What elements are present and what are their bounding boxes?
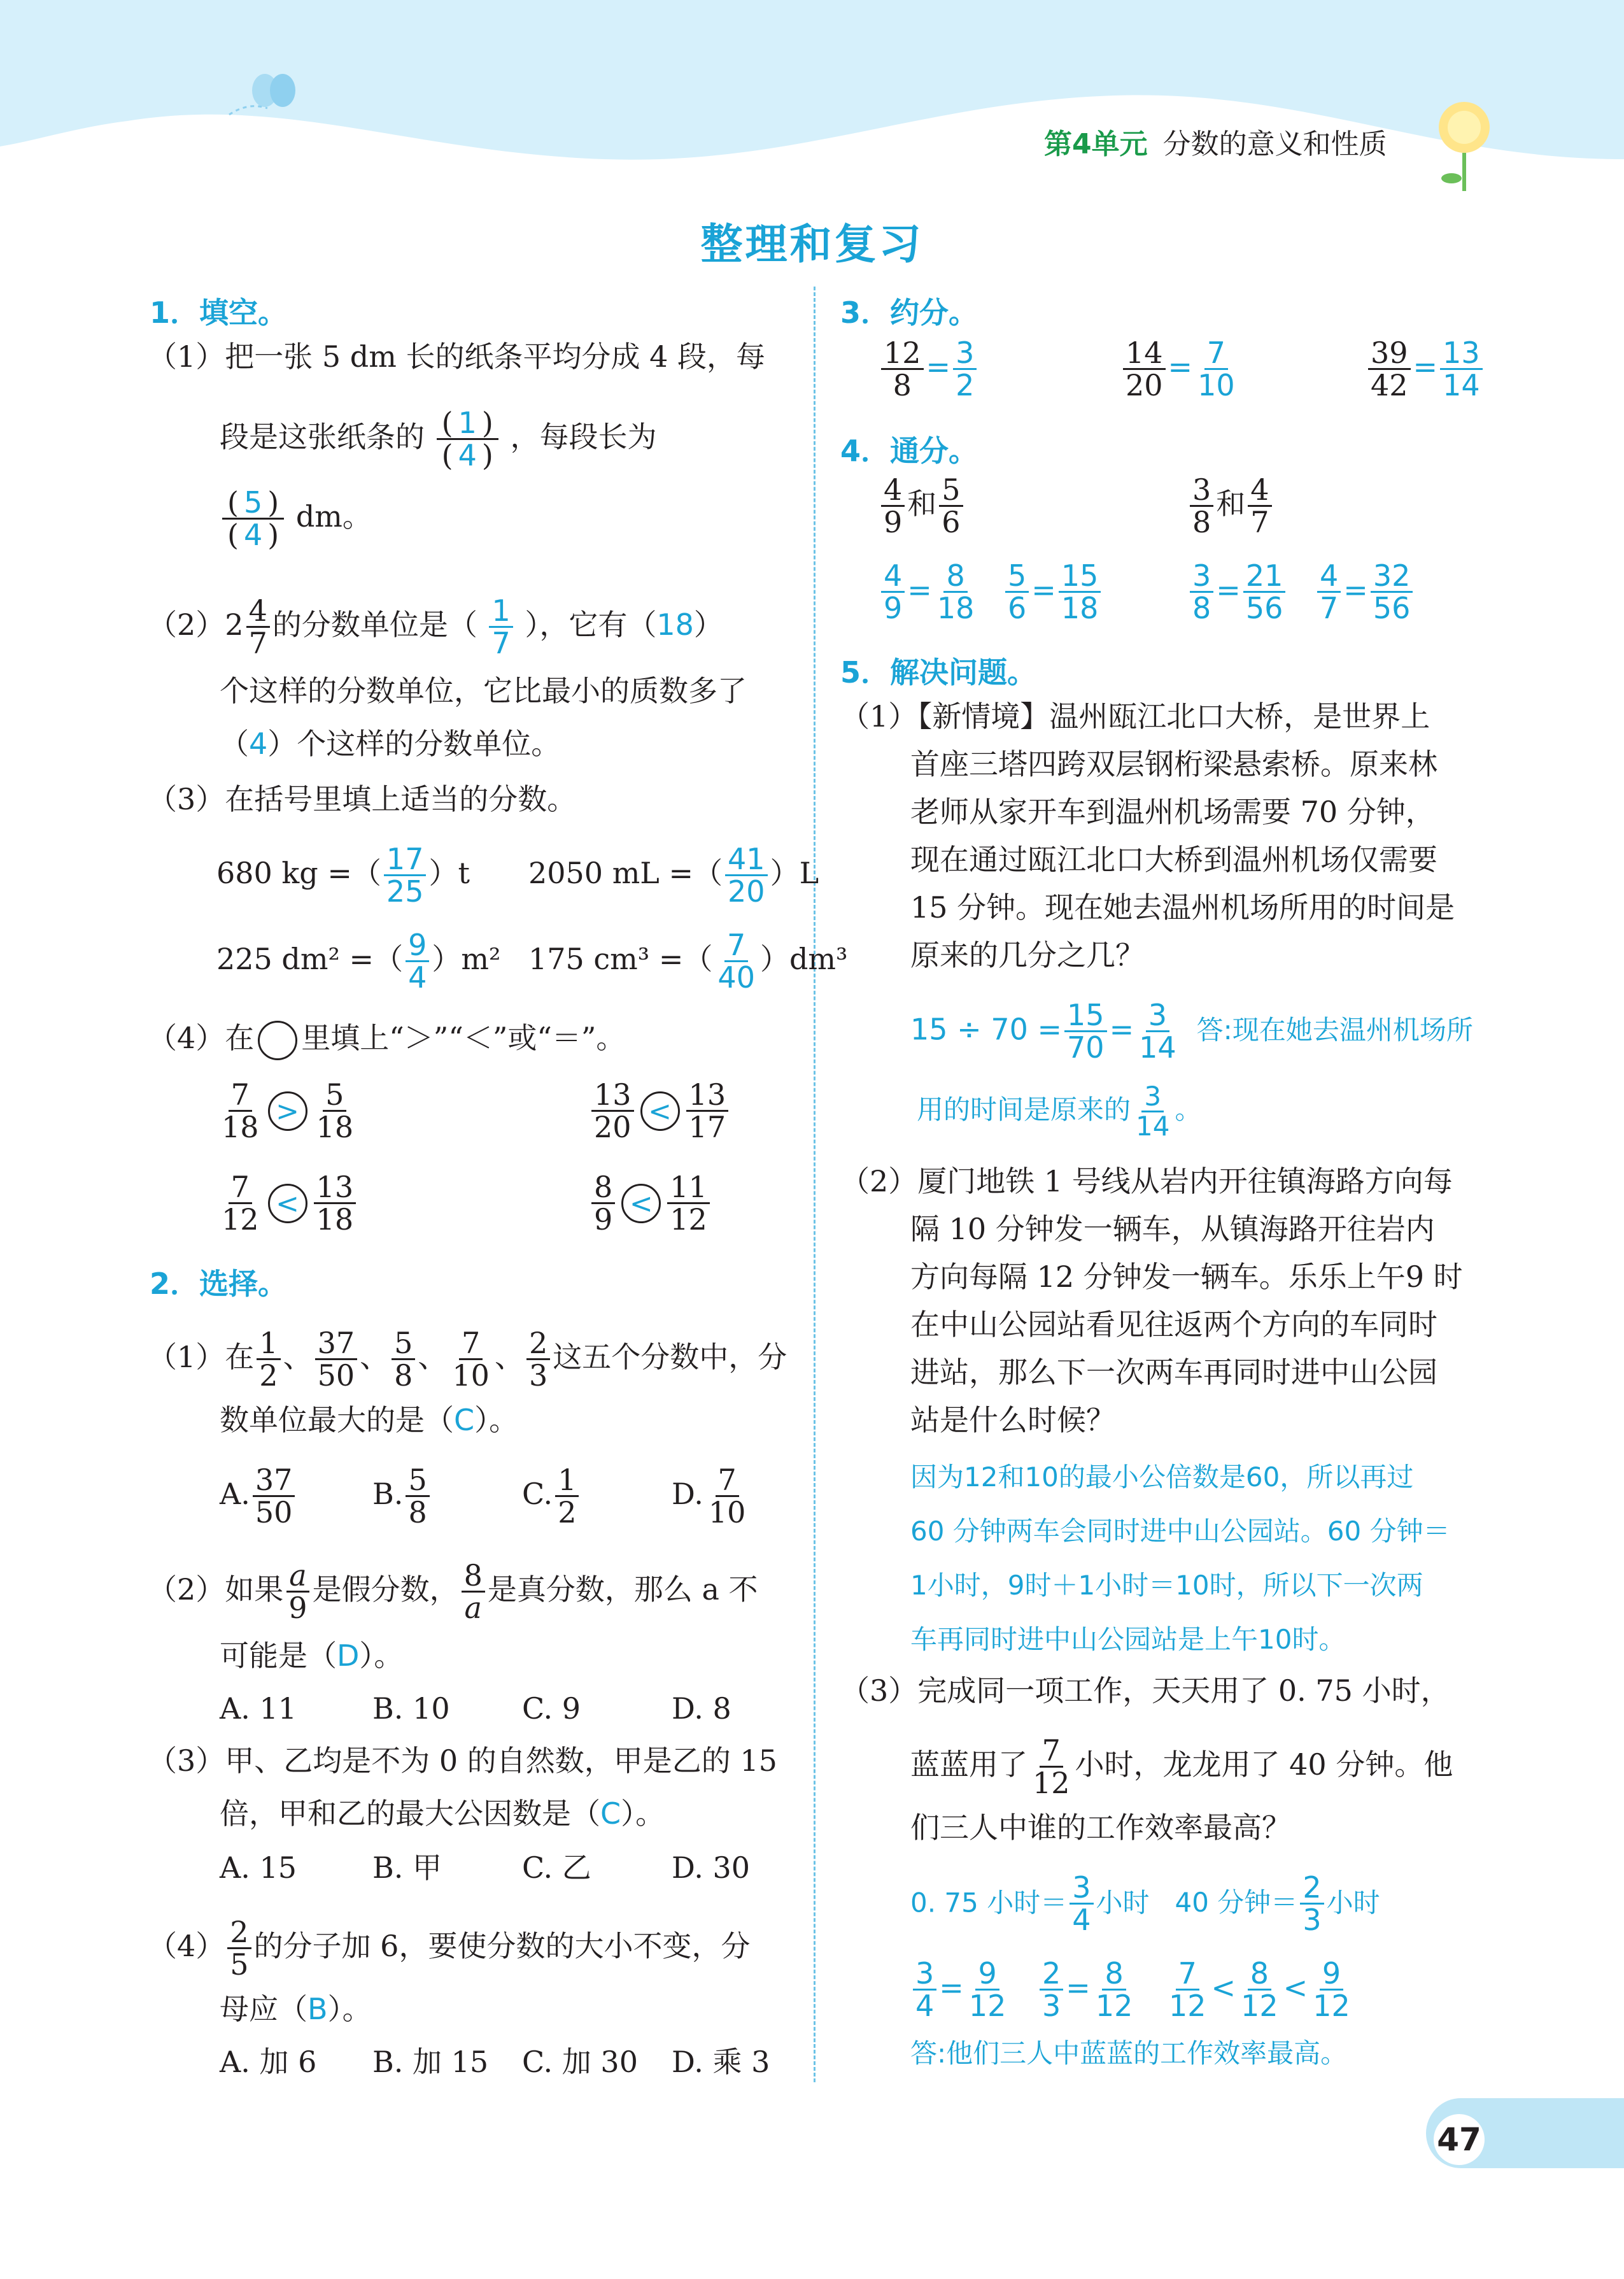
page-number: 47 — [1434, 2114, 1485, 2165]
s5-q2-line: 站是什么时候？ — [910, 1403, 1115, 1437]
s5-q3-answer: 答:他们三人中蓝蓝的工作效率最高。 — [910, 2038, 1348, 2069]
s5-q1-line: 老师从家开车到温州机场需要 70 分钟， — [910, 795, 1435, 829]
option: C. 乙 — [522, 1850, 591, 1885]
option: B. 10 — [372, 1691, 450, 1726]
option: A. 11 — [220, 1691, 297, 1726]
s1-q3-item: 175 cm³ =（ $\frac{7}{40}$ ）dm³ — [528, 928, 848, 995]
s5-q2-line: 进站，那么下一次两车再同时进中山公园 — [910, 1355, 1437, 1389]
answer-equation: $\frac{4}{7}$ = $\frac{32}{56}$ — [1315, 560, 1415, 624]
s5-q2-line: 方向每隔 12 分钟发一辆车。乐乐上午9 时 — [910, 1260, 1463, 1294]
section-5-title: 5．解决问题。 — [840, 655, 1037, 690]
option: D. 乘 3 — [672, 2045, 770, 2079]
s5-q2-answer: 车再同时进中山公园站是上午10时。 — [910, 1624, 1346, 1655]
s5-q1-line: （1）【新情境】温州瓯江北口大桥，是世界上 — [840, 699, 1430, 734]
s2-q2-line1: （2）如果 $\frac{a}{9}$ 是假分数， $\frac{8}{a}$ 是真分数，那么 a 不 — [148, 1558, 758, 1626]
option: A. 15 — [220, 1850, 297, 1885]
unit-number: 第4单元 — [1044, 128, 1148, 160]
s1-q3-item: 680 kg =（ $\frac{17}{25}$ ）t — [216, 842, 470, 909]
s5-q1-line: 首座三塔四跨双层钢桁梁悬索桥。原来林 — [910, 747, 1437, 781]
s2-q3-line1: （3）甲、乙均是不为 0 的自然数，甲是乙的 15 — [148, 1743, 777, 1778]
answer-equation: $\frac{4}{9}$ = $\frac{8}{18}$ — [879, 560, 979, 624]
compare-item: $\frac{13}{20}$ < $\frac{13}{17}$ — [589, 1079, 731, 1143]
s5-q1-line: 15 分钟。现在她去温州机场所用的时间是 — [910, 890, 1455, 925]
s5-q3-conversion: 0. 75 小时＝ $\frac{3}{4}$ 小时 40 分钟＝ $\frac{2}{3}$ 小时 — [910, 1870, 1380, 1938]
s5-q3-line: 蓝蓝用了 $\frac{7}{12}$ 小时，龙龙用了 40 分钟。他 — [910, 1733, 1453, 1801]
reduce-item: $\frac{14}{20}$ = $\frac{7}{10}$ — [1120, 337, 1240, 401]
s5-q2-answer: 60 分钟两车会同时进中山公园站。60 分钟＝ — [910, 1516, 1450, 1547]
option: C. 9 — [522, 1691, 581, 1726]
s1-q3-item: 225 dm² =（ $\frac{9}{4}$ ）m² — [216, 928, 501, 995]
compare-item: $\frac{7}{18}$ > $\frac{5}{18}$ — [222, 1077, 354, 1145]
reduce-item: $\frac{39}{42}$ = $\frac{13}{14}$ — [1366, 337, 1485, 401]
s5-q1-line: 现在通过瓯江北口大桥到温州机场仅需要 — [910, 842, 1437, 877]
option: A. 加 6 — [220, 2045, 317, 2079]
option: D. $\frac{7}{10}$ — [672, 1463, 746, 1530]
s2-q1-line2: 数单位最大的是（C）。 — [220, 1403, 519, 1437]
unit-header — [1044, 121, 1387, 162]
s5-q1-answer: 用的时间是原来的 $\frac{3}{14}$ 。 — [917, 1081, 1202, 1142]
s2-q3-line2: 倍，甲和乙的最大公因数是（C）。 — [220, 1796, 665, 1831]
unit-topic: 分数的意义和性质 — [1162, 128, 1387, 160]
circle-blank-icon — [258, 1021, 297, 1060]
s5-q3-compare: $\frac{3}{4}$ = $\frac{9}{12}$ $\frac{2}{3}$ = $\frac{8}{12}$ $\frac{7}{12}$ < $\frac{8}{12}$ < $\frac{9}{12}$ — [910, 1958, 1355, 2022]
column-divider — [814, 287, 816, 2082]
s5-q2-answer: 1小时，9时＋1小时＝10时，所以下一次两 — [910, 1570, 1423, 1601]
s5-q2-line: 在中山公园站看见往返两个方向的车同时 — [910, 1307, 1437, 1342]
answer-fraction-den: 4 — [458, 438, 477, 473]
common-denominator-pair: $\frac{4}{9}$ 和 $\frac{5}{6}$ — [879, 474, 966, 538]
s1-q2-line3: （4）个这样的分数单位。 — [220, 727, 561, 761]
s1-q1-line2: 段是这张纸条的 $\frac{( 1 )}{( 4 )}$ ，每段长为 — [220, 406, 657, 473]
s1-q2-line1: （2）2 $\frac{4}{7}$ 的分数单位是（ $\frac{1}{7}$ ），它有（18） — [148, 593, 723, 661]
s5-q1-line: 原来的几分之几？ — [910, 938, 1145, 972]
section-3-title: 3．约分。 — [840, 295, 978, 330]
s1-q1-line3: $\frac{( 5 )}{( 4 )}$ dm。 — [220, 487, 372, 551]
option: C. $\frac{1}{2}$ — [522, 1465, 581, 1528]
option: D. 30 — [672, 1850, 751, 1885]
s1-q1-line1: （1）把一张 5 dm 长的纸条平均分成 4 段，每 — [148, 339, 765, 374]
option: B. 加 15 — [372, 2045, 489, 2079]
s2-q2-line2: 可能是（D）。 — [220, 1638, 404, 1673]
s5-q1-calc: 15 ÷ 70 = $\frac{15}{70}$ = $\frac{3}{14}$ 答:现在她去温州机场所 — [910, 998, 1473, 1065]
s1-q3-line1: （3）在括号里填上适当的分数。 — [148, 782, 577, 816]
new-context-tag: 【新情境】 — [917, 699, 1050, 734]
answer-equation: $\frac{5}{6}$ = $\frac{15}{18}$ — [1003, 560, 1103, 624]
s5-q3-line: 们三人中谁的工作效率最高？ — [910, 1810, 1291, 1845]
option: B. $\frac{5}{8}$ — [372, 1465, 432, 1528]
s2-q1-line1: （1）在 $\frac{1}{2}$ 、 $\frac{37}{50}$ 、 $\frac{5}{8}$ 、 $\frac{7}{10}$ 、 $\frac{2}{3}$ 这五个分数中，分 — [148, 1326, 787, 1393]
section-2-title: 2．选择。 — [150, 1267, 288, 1301]
s5-q3-line: （3）完成同一项工作，天天用了 0. 75 小时， — [840, 1673, 1450, 1708]
option: A. $\frac{37}{50}$ — [220, 1465, 297, 1528]
compare-item: $\frac{7}{12}$ < $\frac{13}{18}$ — [216, 1172, 358, 1235]
s1-q2-line2: 个这样的分数单位，它比最小的质数多了 — [220, 674, 747, 708]
option: C. 加 30 — [522, 2045, 638, 2079]
section-4-title: 4．通分。 — [840, 434, 978, 468]
s2-q4-line1: （4） $\frac{2}{5}$ 的分子加 6，要使分数的大小不变，分 — [148, 1915, 751, 1982]
common-denominator-pair: $\frac{3}{8}$ 和 $\frac{4}{7}$ — [1187, 474, 1274, 538]
s5-q2-line: （2）厦门地铁 1 号线从岩内开往镇海路方向每 — [840, 1164, 1453, 1198]
s5-q2-line: 隔 10 分钟发一辆车，从镇海路开往岩内 — [910, 1212, 1435, 1246]
answer-fraction-num: 1 — [458, 406, 477, 440]
header-background — [0, 0, 1624, 191]
option: D. 8 — [672, 1691, 731, 1726]
s5-q2-answer: 因为12和10的最小公倍数是60，所以再过 — [910, 1461, 1414, 1493]
s2-q4-line2: 母应（B）。 — [220, 1992, 372, 2026]
answer-equation: $\frac{3}{8}$ = $\frac{21}{56}$ — [1187, 560, 1288, 624]
s1-q4-line1: （4）在 里填上“＞”“＜”或“＝”。 — [148, 1019, 625, 1060]
reduce-item: $\frac{12}{8}$ = $\frac{3}{2}$ — [879, 337, 979, 401]
page-title: 整理和复习 — [700, 220, 924, 269]
compare-item: $\frac{8}{9}$ < $\frac{11}{12}$ — [589, 1172, 712, 1235]
section-1-title: 1．填空。 — [150, 295, 288, 330]
s1-q3-item: 2050 mL =（ $\frac{41}{20}$ ）L — [528, 842, 819, 909]
option: B. 甲 — [372, 1850, 442, 1885]
